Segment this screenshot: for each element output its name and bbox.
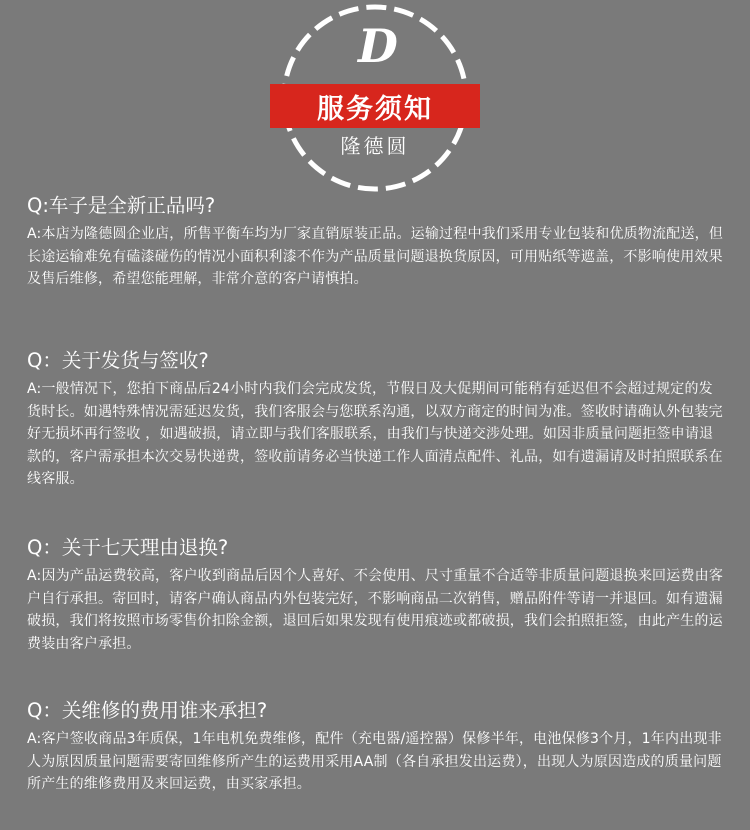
faq-answer: A:本店为隆德圆企业店，所售平衡车均为厂家直销原装正品。运输过程中我们采用专业包装和优质物流配送，但长途运输难免有磕漆碰伤的情况小面积利漆不作为产品质量问题退换货原因，可用贴纸等遮盖，不影响使用效果及售后维修，希望您能理解，非常介意的客户请慎拍。: [27, 226, 724, 287]
faq-answer: A:客户签收商品3年质保，1年电机免费维修，配件（充电器/遥控器）保修半年，电池保修3个月，1年内出现非人为原因质量问题需要寄回维修所产生的运费用采用AA制（各自承担发出运费），出现人为原因造成的质量问题所产生的维修费用及来回运费，由买家承担。: [27, 731, 722, 792]
faq-item: [27, 192, 727, 291]
brand-subtitle: 隆德圆: [340, 134, 410, 158]
faq-answer: A:一般情况下，您拍下商品后24小时内我们会完成发货，节假日及大促期间可能稍有延迟但不会超过规定的发货时长。如遇特殊情况需延迟发货，我们客服会与您联系沟通，以双方商定的时间为准。签收时请确认外包装完好无损坏再行签收 ，如遇破损，请立即与我们客服联系，由我们与快递交涉处理。如因非质量问题拒签申请退款的，客户需承担本次交易快递费，签收前请务必当快递工作人面清点配件、礼品，如有遗漏请及时拍照联系在线客服。: [27, 381, 723, 487]
faq-item: [27, 347, 727, 491]
faq-item: [27, 534, 727, 655]
faq-answer: A:因为产品运费较高，客户收到商品后因个人喜好、不会使用、尺寸重量不合适等非质量问题退换来回运费由客户自行承担。寄回时，请客户确认商品内外包装完好，不影响商品二次销售，赠品附件等请一并退回。如有遗漏破损，我们将按照市场零售价扣除金额，退回后如果发现有使用痕迹或都破损，我们会拍照拒签，由此产生的运费装由客户承担。: [27, 568, 724, 652]
faq-question: Q：关于发货与签收?: [27, 349, 209, 372]
page-title: 服务须知: [317, 93, 433, 125]
brand-logo: D: [358, 19, 392, 73]
service-notice-header: [0, 0, 750, 195]
faq-item: [27, 697, 727, 796]
title-banner: [270, 84, 480, 128]
faq-question: Q:车子是全新正品吗?: [27, 194, 216, 217]
faq-question: Q：关维修的费用谁来承担?: [27, 699, 268, 722]
faq-question: Q：关于七天理由退换?: [27, 536, 229, 559]
